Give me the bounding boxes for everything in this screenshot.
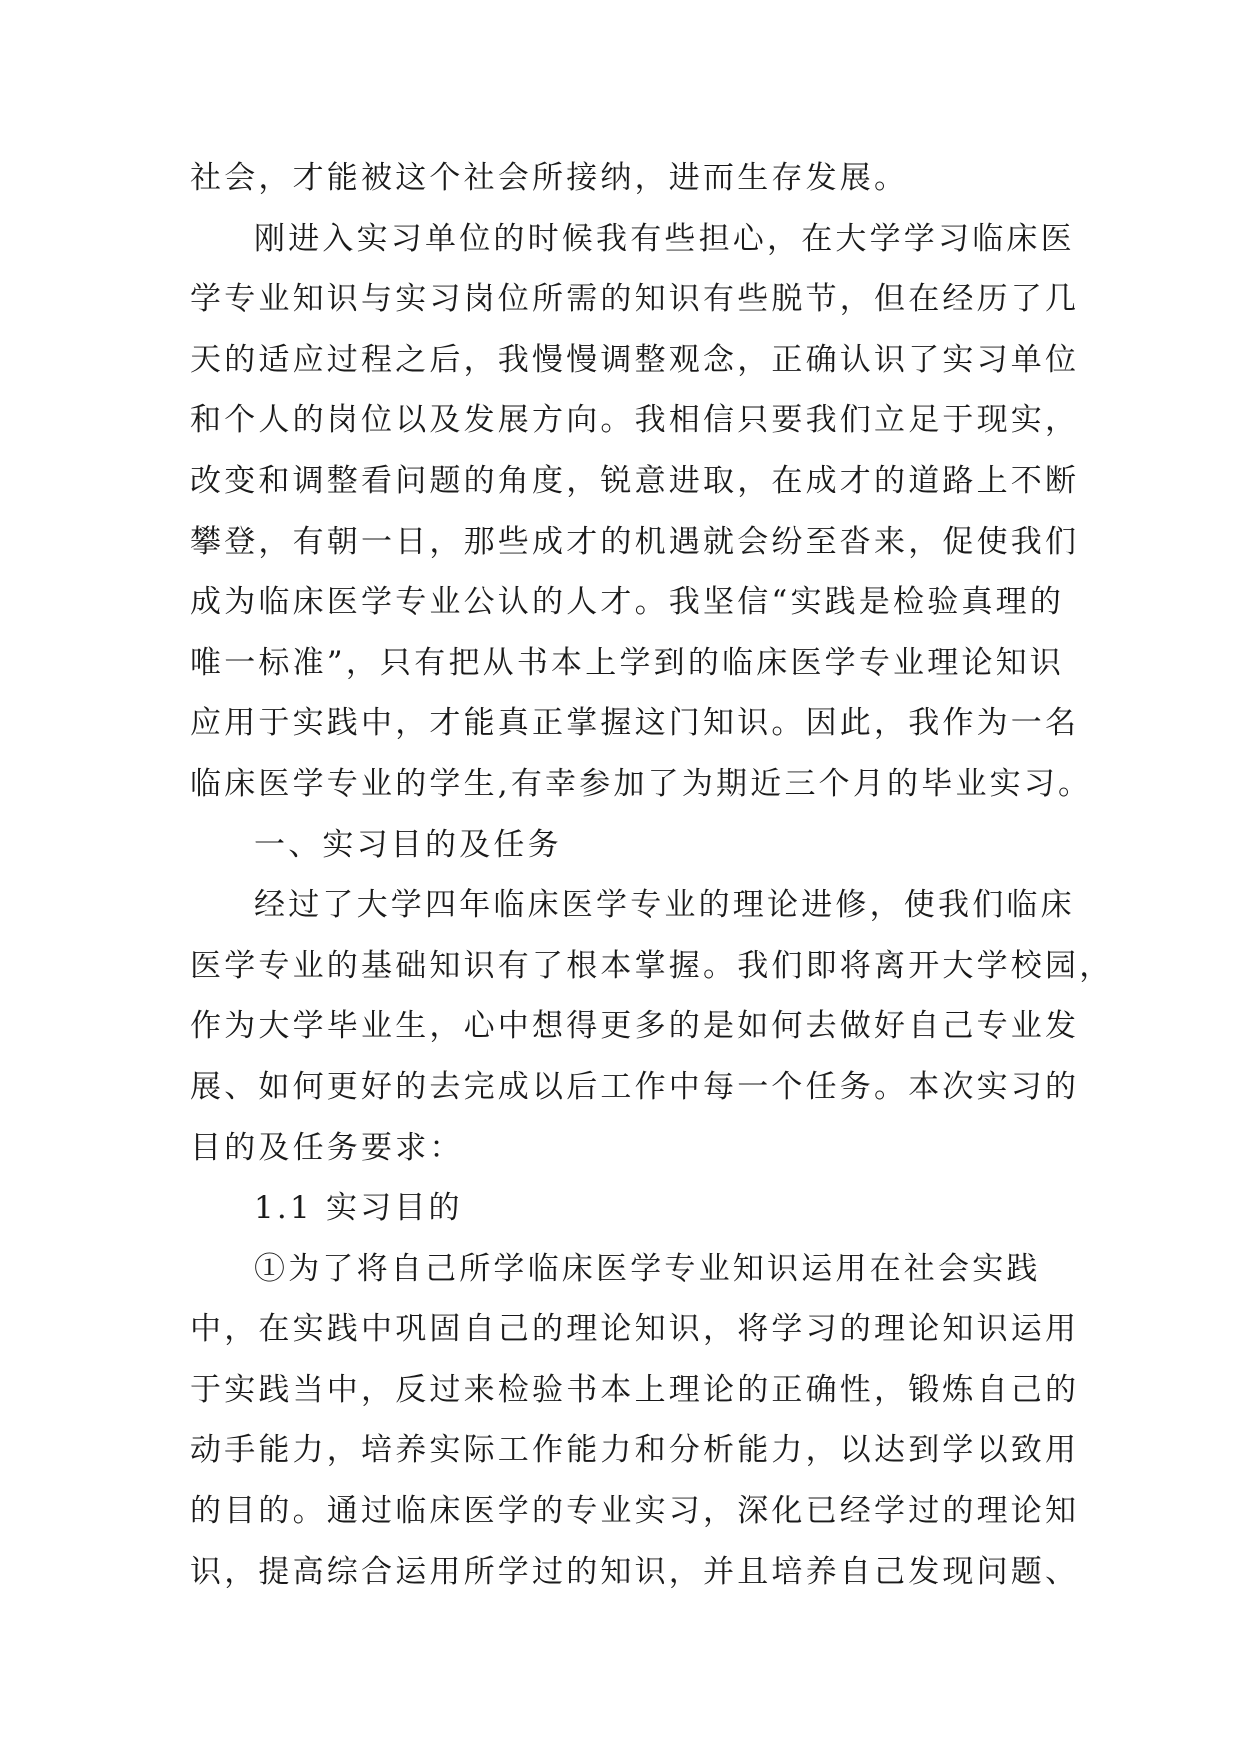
- text-line: 的目的。通过临床医学的专业实习，深化已经学过的理论知: [190, 1493, 1080, 1530]
- text-line: 经过了大学四年临床医学专业的理论进修，使我们临床: [254, 887, 1075, 924]
- section-heading: 一、实习目的及任务: [254, 826, 562, 863]
- text-line: ①为了将自己所学临床医学专业知识运用在社会实践: [254, 1250, 1041, 1287]
- text-line: 展、如何更好的去完成以后工作中每一个任务。本次实习的: [190, 1068, 1080, 1105]
- text-line: 攀登，有朝一日，那些成才的机遇就会纷至沓来，促使我们: [190, 523, 1080, 560]
- text-line: 医学专业的基础知识有了根本掌握。我们即将离开大学校园，: [190, 947, 1114, 984]
- text-line: 中，在实践中巩固自己的理论知识，将学习的理论知识运用: [190, 1311, 1080, 1348]
- text-line: 学专业知识与实习岗位所需的知识有些脱节，但在经历了几: [190, 281, 1080, 318]
- text-line: 识，提高综合运用所学过的知识，并且培养自己发现问题、: [190, 1553, 1080, 1590]
- text-line: 刚进入实习单位的时候我有些担心，在大学学习临床医: [254, 220, 1075, 257]
- text-line: 天的适应过程之后，我慢慢调整观念，正确认识了实习单位: [190, 341, 1080, 378]
- text-line: 目的及任务要求：: [190, 1129, 464, 1166]
- text-line: 唯一标准”，只有把从书本上学到的临床医学专业理论知识: [190, 644, 1065, 681]
- text-line: 改变和调整看问题的角度，锐意进取，在成才的道路上不断: [190, 462, 1080, 499]
- text-line: 社会，才能被这个社会所接纳，进而生存发展。: [190, 160, 909, 196]
- text-line: 临床医学专业的学生,有幸参加了为期近三个月的毕业实习。: [190, 765, 1093, 802]
- body-text: [190, 148, 1114, 1602]
- text-line: 动手能力，培养实际工作能力和分析能力，以达到学以致用: [190, 1432, 1080, 1469]
- text-line: 应用于实践中，才能真正掌握这门知识。因此，我作为一名: [190, 705, 1080, 742]
- text-line: 成为临床医学专业公认的人才。我坚信“实践是检验真理的: [190, 584, 1065, 621]
- text-line: 于实践当中，反过来检验书本上理论的正确性，锻炼自己的: [190, 1371, 1080, 1408]
- text-line: 和个人的岗位以及发展方向。我相信只要我们立足于现实，: [190, 402, 1080, 439]
- subsection-heading: 1.1 实习目的: [254, 1190, 463, 1227]
- text-line: 作为大学毕业生，心中想得更多的是如何去做好自己专业发: [190, 1008, 1080, 1045]
